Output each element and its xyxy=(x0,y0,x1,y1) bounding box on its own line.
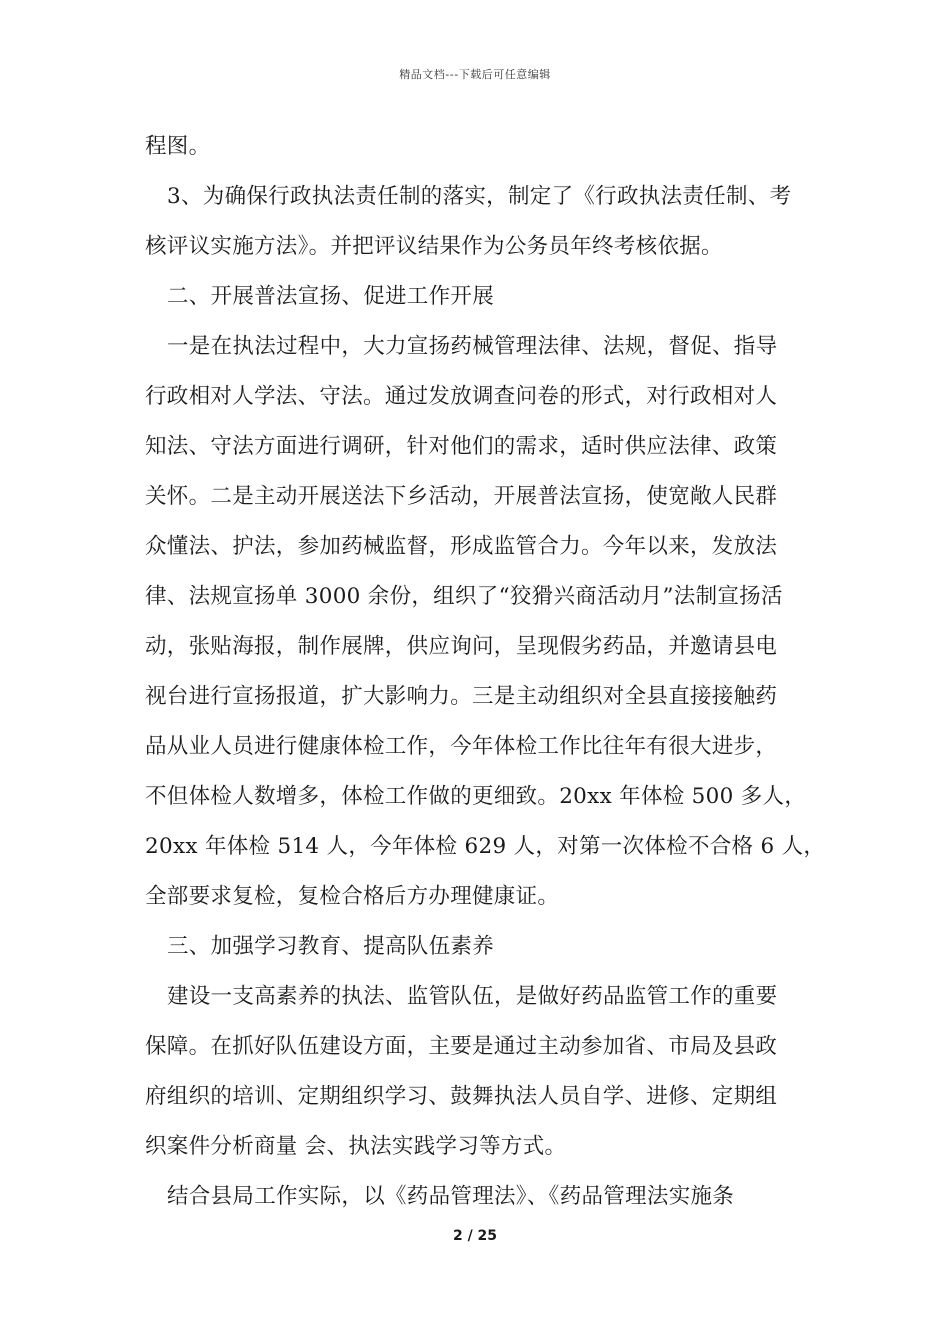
text-line: 3、为确保行政执法责任制的落实，制定了《行政执法责任制、考 xyxy=(167,184,792,209)
text-line: 20xx 年体检 514 人，今年体检 629 人，对第一次体检不合格 6 人， xyxy=(145,834,826,859)
text-line: 全部要求复检，复检合格后方办理健康证。 xyxy=(145,884,560,909)
text-line: 一是在执法过程中，大力宣扬药械管理法律、法规，督促、指导 xyxy=(167,334,778,359)
text-line: 结合县局工作实际，以《药品管理法》、《药品管理法实施条 xyxy=(167,1184,735,1209)
text-line: 律、法规宣扬单 3000 余份，组织了“狡猾兴商活动月”法制宣扬活 xyxy=(145,584,783,609)
text-line: 动，张贴海报，制作展牌，供应询问，呈现假劣药品，并邀请县电 xyxy=(145,634,778,659)
text-line: 行政相对人学法、守法。通过发放调查问卷的形式，对行政相对人 xyxy=(145,384,778,409)
text-line: 不但体检人数增多，体检工作做的更细致。20xx 年体检 500 多人， xyxy=(145,784,807,809)
text-line: 保障。在抓好队伍建设方面，主要是通过主动参加省、市局及县政 xyxy=(145,1034,778,1059)
text-line: 视台进行宣扬报道，扩大影响力。三是主动组织对全县直接接触药 xyxy=(145,684,778,709)
page-header: 精品文档---下载后可任意编辑 xyxy=(399,68,551,81)
text-line: 知法、守法方面进行调研，针对他们的需求，适时供应法律、政策 xyxy=(145,434,778,459)
page-number: 2 / 25 xyxy=(452,1228,498,1244)
document-body xyxy=(145,122,826,1222)
text-line: 关怀。二是主动开展送法下乡活动，开展普法宣扬，使宽敞人民群 xyxy=(145,484,778,509)
text-line: 程图。 xyxy=(145,134,211,159)
text-line: 核评议实施方法》。并把评议结果作为公务员年终考核依据。 xyxy=(145,234,723,259)
section-heading: 二、开展普法宣扬、促进工作开展 xyxy=(167,284,495,309)
section-heading: 三、加强学习教育、提高队伍素养 xyxy=(167,934,495,959)
text-line: 织案件分析商量 会、执法实践学习等方式。 xyxy=(145,1134,567,1159)
text-line: 府组织的培训、定期组织学习、鼓舞执法人员自学、进修、定期组 xyxy=(145,1084,778,1109)
text-line: 众懂法、护法，参加药械监督，形成监管合力。今年以来，发放法 xyxy=(145,534,778,559)
text-line: 建设一支高素养的执法、监管队伍，是做好药品监管工作的重要 xyxy=(167,984,778,1009)
text-line: 品从业人员进行健康体检工作，今年体检工作比往年有很大进步， xyxy=(145,734,778,759)
